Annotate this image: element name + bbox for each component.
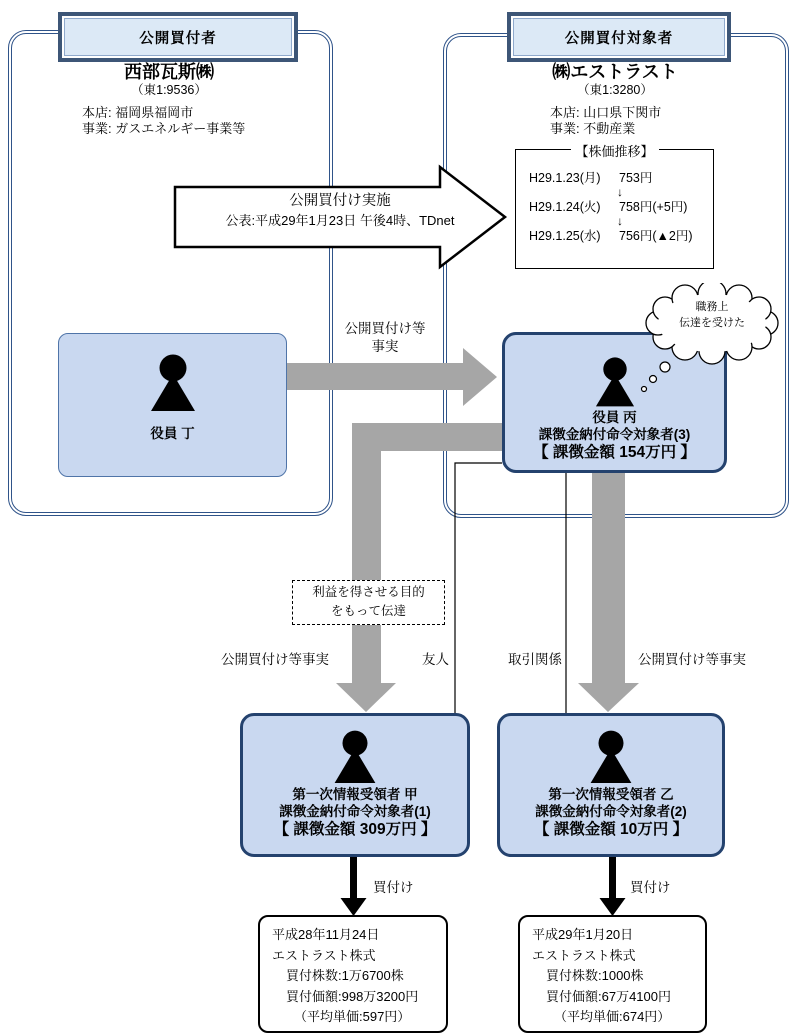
recipient-otsu-order: 課徴金納付命令対象者(2) [535, 804, 687, 819]
thought-line2: 伝達を受けた [679, 317, 745, 329]
officer-hei-name: 役員 丙 [592, 410, 637, 425]
stock-date: H29.1.23(月) [529, 171, 601, 185]
stock-box-title: 【株価推移】 [570, 141, 658, 160]
officer-hei-penalty: 【 課徴金額 154万円 】 [533, 444, 696, 461]
stock-date: H29.1.24(火) [529, 200, 601, 214]
offeror-company-name: 西部瓦斯㈱ [124, 62, 214, 82]
tender-offeror-header-label: 公開買付者 [139, 30, 217, 47]
target-head-office: 本店: 山口県下関市 [550, 105, 662, 120]
offeror-business: 事業: ガスエネルギー事業等 [82, 121, 246, 136]
stock-date: H29.1.25(水) [529, 229, 601, 243]
stock-price: 753円 [619, 171, 653, 185]
purpose-line1: 利益を得させる目的 [312, 585, 425, 599]
offeror-head-office: 本店: 福岡県福岡市 [82, 105, 194, 120]
thought-line1: 職務上 [695, 301, 729, 313]
stock-price: 756円(▲2円) [619, 229, 693, 243]
note-line: 買付価額:67万4100円 [546, 988, 671, 1004]
tob-fact-label-right: 公開買付け等事実 [638, 652, 746, 667]
business-relation-label: 取引関係 [508, 652, 562, 667]
purchase-arrow-left [341, 857, 367, 916]
target-business: 事業: 不動産業 [550, 121, 636, 136]
stock-price: 758円(+5円) [619, 200, 688, 214]
recipient-kou-penalty: 【 課徴金額 309万円 】 [273, 821, 437, 838]
target-company-name: ㈱エストラスト [552, 62, 678, 82]
recipient-otsu-penalty: 【 課徴金額 10万円 】 [533, 821, 689, 838]
tob-fact-label-top-line2: 事実 [371, 339, 399, 354]
purchase-note-left [258, 915, 448, 1033]
target-header-label: 公開買付対象者 [564, 30, 674, 47]
tob-fact-label-top-line1: 公開買付け等 [344, 321, 426, 336]
recipient-kou-name: 第一次情報受領者 甲 [292, 787, 418, 802]
note-line: 買付株数:1万6700株 [286, 968, 404, 983]
note-line: （平均単価:674円） [554, 1009, 671, 1024]
purchase-label-right: 買付け [630, 880, 671, 895]
note-line: 平成28年11月24日 [272, 927, 380, 942]
offeror-ticker: （東1:9536） [131, 83, 207, 97]
tob-announcement-line2: 公表:平成29年1月23日 午後4時、TDnet [225, 213, 455, 228]
target-ticker: （東1:3280） [577, 83, 653, 97]
note-line: エストラスト株式 [272, 947, 376, 963]
note-line: 買付株数:1000株 [546, 968, 644, 983]
note-line: エストラスト株式 [532, 947, 636, 963]
tob-announcement-line1: 公開買付け実施 [289, 193, 391, 209]
officer-tei-label: 役員 丁 [150, 426, 195, 441]
friend-label: 友人 [422, 652, 449, 667]
down-arrow-glyph: ↓ [617, 185, 623, 199]
note-line: 平成29年1月20日 [532, 927, 634, 942]
tob-fact-label-left: 公開買付け等事実 [221, 652, 329, 667]
recipient-kou-order: 課徴金納付命令対象者(1) [279, 804, 431, 819]
note-line: 買付価額:998万3200円 [286, 988, 419, 1004]
down-arrow-glyph: ↓ [617, 214, 623, 228]
purchase-label-left: 買付け [373, 880, 414, 895]
purchase-note-right [518, 915, 707, 1033]
recipient-otsu-name: 第一次情報受領者 乙 [548, 787, 674, 802]
note-line: （平均単価:597円） [294, 1009, 411, 1024]
officer-hei-order: 課徴金納付命令対象者(3) [538, 427, 691, 442]
purchase-arrow-right [600, 857, 626, 916]
purpose-line2: をもって伝達 [330, 604, 406, 618]
